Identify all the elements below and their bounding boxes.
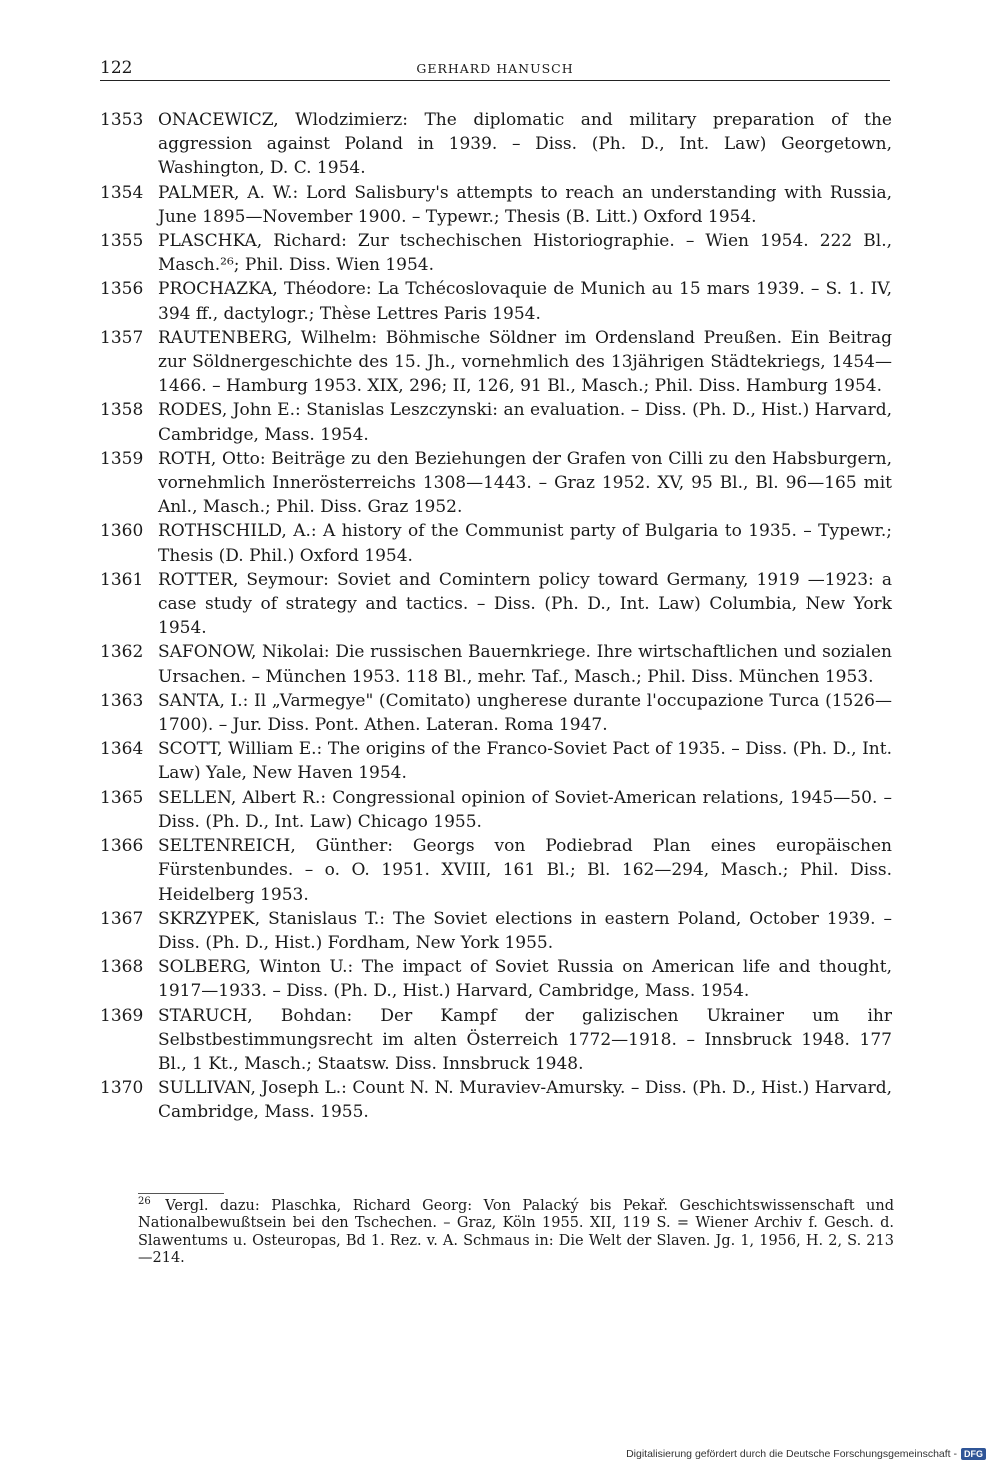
entry-number: 1356	[100, 279, 144, 300]
entry-number: 1358	[100, 400, 144, 421]
bibliography-entry	[100, 1004, 892, 1077]
entry-number: 1362	[100, 642, 144, 663]
bibliography-entry	[100, 398, 892, 446]
entry-number: 1359	[100, 448, 144, 469]
bibliography-entry	[100, 955, 892, 1003]
bibliography-entry	[100, 640, 892, 688]
entry-text: PLASCHKA, Richard: Zur tschechischen Historiographie. – Wien 1954. 222 Bl., Masch.²⁶; Phil. Diss. Wien 1954.	[158, 231, 892, 276]
entry-text: SELTENREICH, Günther: Georgs von Podiebrad Plan eines europäischen Fürstenbundes. – o. O. 1951. XVIII, 161 Bl.; Bl. 162—294, Masch.; Phil. Diss. Heidelberg 1953.	[158, 836, 892, 905]
page-number: 122	[100, 58, 133, 78]
footnote-mark: 26	[138, 1196, 151, 1208]
entry-text: SKRZYPEK, Stanislaus T.: The Soviet elections in eastern Poland, October 1939. – Diss. (Ph. D., Hist.) Fordham, New York 1955.	[158, 908, 892, 953]
entry-text: PALMER, A. W.: Lord Salisbury's attempts to reach an understanding with Russia, June 1895—November 1900. – Typewr.; Thesis (B. Litt.) Oxford 1954.	[158, 182, 892, 227]
bibliography-entry	[100, 834, 892, 907]
entry-text: SAFONOW, Nikolai: Die russischen Bauernkriege. Ihre wirtschaftlichen und sozialen Ursachen. – München 1953. 118 Bl., mehr. Taf., Masch.; Phil. Diss. München 1953.	[158, 642, 892, 687]
page-header	[100, 58, 890, 81]
entry-text: SCOTT, William E.: The origins of the Franco-Soviet Pact of 1935. – Diss. (Ph. D., Int. Law) Yale, New Haven 1954.	[158, 739, 892, 784]
entry-number: 1363	[100, 690, 144, 711]
entry-text: SULLIVAN, Joseph L.: Count N. N. Muraviev-Amursky. – Diss. (Ph. D., Hist.) Harvard, Cambridge, Mass. 1955.	[158, 1078, 892, 1123]
bibliography-entry	[100, 568, 892, 641]
bibliography-entry	[100, 1076, 892, 1124]
bibliography-entry	[100, 447, 892, 520]
entry-text: PROCHAZKA, Théodore: La Tchécoslovaquie de Munich au 15 mars 1939. – S. 1. IV, 394 ff., dactylogr.; Thèse Lettres Paris 1954.	[158, 279, 892, 324]
entry-number: 1370	[100, 1078, 144, 1099]
bibliography-entry	[100, 108, 892, 181]
entry-text: SOLBERG, Winton U.: The impact of Soviet Russia on American life and thought, 1917—1933. – Diss. (Ph. D., Hist.) Harvard, Cambridge, Mass. 1954.	[158, 957, 892, 1002]
entry-text: ROTHSCHILD, A.: A history of the Communist party of Bulgaria to 1935. – Typewr.; Thesis (D. Phil.) Oxford 1954.	[158, 521, 892, 566]
entry-number: 1353	[100, 110, 144, 130]
footnote-divider	[138, 1193, 224, 1194]
digitization-credit	[626, 1448, 986, 1460]
footnote-text: Vergl. dazu: Plaschka, Richard Georg: Von Palacký bis Pekař. Geschichtswissenschaft und Nationalbewußtsein bei den Tschechen. – Graz, Köln 1955. XII, 119 S. = Wiener Archiv f. Gesch. d. Slawentums u. Osteuropas, Bd 1. Rez. v. A. Schmaus in: Die Welt der Slaven. Jg. 1, 1956, H. 2, S. 213—214.	[138, 1198, 895, 1266]
entry-number: 1369	[100, 1005, 144, 1026]
entry-number: 1361	[100, 569, 144, 590]
entry-number: 1355	[100, 231, 144, 252]
entry-text: RODES, John E.: Stanislas Leszczynski: an evaluation. – Diss. (Ph. D., Hist.) Harvard, Cambridge, Mass. 1954.	[158, 400, 892, 445]
entry-number: 1367	[100, 908, 144, 929]
entry-number: 1368	[100, 957, 144, 978]
bibliography-entry	[100, 907, 892, 955]
bibliography-entry	[100, 229, 892, 277]
bibliography-entry	[100, 277, 892, 325]
entry-text: ROTTER, Seymour: Soviet and Comintern policy toward Germany, 1919 —1923: a case study of strategy and tactics. – Diss. (Ph. D., Int. Law) Columbia, New York 1954.	[158, 569, 892, 639]
entry-number: 1365	[100, 787, 144, 808]
entry-number: 1364	[100, 739, 144, 760]
bibliography-entry	[100, 737, 892, 785]
dfg-logo: DFG	[961, 1448, 986, 1460]
entry-number: 1360	[100, 521, 144, 542]
entry-text: ONACEWICZ, Wlodzimierz: The diplomatic and military preparation of the aggression against Poland in 1939. – Diss. (Ph. D., Int. Law) Georgetown, Washington, D. C. 1954.	[158, 110, 892, 179]
entry-text: ROTH, Otto: Beiträge zu den Beziehungen der Grafen von Cilli zu den Habsburgern, vornehmlich Innerösterreichs 1308—1443. – Graz 1952. XV, 95 Bl., Bl. 96—165 mit Anl., Masch.; Phil. Diss. Graz 1952.	[158, 448, 892, 518]
running-head: GERHARD HANUSCH	[416, 61, 574, 76]
entry-text: RAUTENBERG, Wilhelm: Böhmische Söldner im Ordensland Preußen. Ein Beitrag zur Söldnergeschichte des 15. Jh., vornehmlich des 13jährigen Städtekriegs, 1454—1466. – Hamburg 1953. XIX, 296; II, 126, 91 Bl., Masch.; Phil. Diss. Hamburg 1954.	[158, 327, 892, 397]
bibliography-entry	[100, 181, 892, 229]
bibliography-entry	[100, 326, 892, 399]
footnote	[138, 1198, 894, 1267]
entry-number: 1366	[100, 836, 144, 857]
entry-text: STARUCH, Bohdan: Der Kampf der galizischen Ukrainer um ihr Selbstbestimmungsrecht im alten Österreich 1772—1918. – Innsbruck 1948. 177 Bl., 1 Kt., Masch.; Staatsw. Diss. Innsbruck 1948.	[158, 1005, 892, 1074]
bibliography-entries	[100, 108, 892, 1125]
entry-text: SELLEN, Albert R.: Congressional opinion of Soviet-American relations, 1945—50. – Diss. (Ph. D., Int. Law) Chicago 1955.	[158, 787, 892, 832]
credit-text: Digitalisierung gefördert durch die Deutsche Forschungsgemeinschaft -	[626, 1448, 957, 1460]
bibliography-entry	[100, 689, 892, 737]
entry-number: 1357	[100, 327, 144, 348]
entry-text: SANTA, I.: Il „Varmegye" (Comitato) ungherese durante l'occupazione Turca (1526—1700). – Jur. Diss. Pont. Athen. Lateran. Roma 1947.	[158, 690, 892, 736]
entry-number: 1354	[100, 182, 144, 203]
bibliography-entry	[100, 519, 892, 567]
bibliography-entry	[100, 786, 892, 834]
